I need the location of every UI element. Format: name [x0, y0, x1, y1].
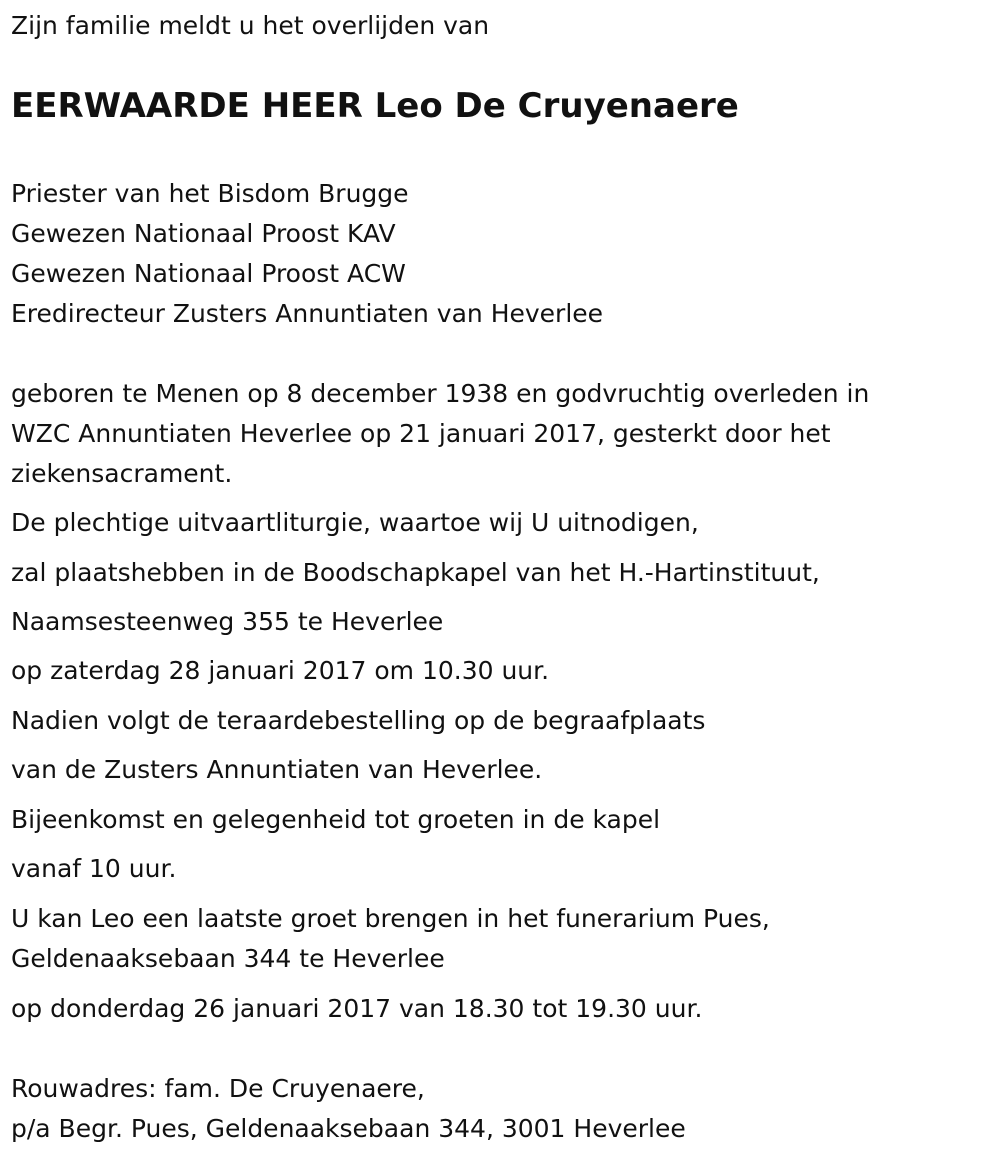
address-line: p/a Begr. Pues, Geldenaaksebaan 344, 3001 Heverlee: [11, 1114, 686, 1143]
visitation-line: U kan Leo een laatste groet brengen in het funerarium Pues,: [11, 904, 770, 933]
funeral-line: zal plaatshebben in de Boodschapkapel van het H.-Hartinstituut,: [11, 558, 820, 587]
funeral-line: Nadien volgt de teraardebestelling op de begraafplaats: [11, 706, 706, 735]
address-line: Rouwadres: fam. De Cruyenaere,: [11, 1074, 425, 1103]
funeral-line: van de Zusters Annuntiaten van Heverlee.: [11, 755, 543, 784]
funeral-line: De plechtige uitvaartliturgie, waartoe wij U uitnodigen,: [11, 508, 699, 537]
funeral-line: Naamsesteenweg 355 te Heverlee: [11, 607, 444, 636]
deceased-name: EERWAARDE HEER Leo De Cruyenaere: [11, 86, 739, 126]
birth-death-line: geboren te Menen op 8 december 1938 en godvruchtig overleden in: [11, 379, 870, 408]
funeral-line: vanaf 10 uur.: [11, 854, 177, 883]
title-line: Gewezen Nationaal Proost ACW: [11, 259, 406, 288]
visitation-line: op donderdag 26 januari 2017 van 18.30 tot 19.30 uur.: [11, 994, 703, 1023]
birth-death-line: ziekensacrament.: [11, 459, 233, 488]
title-line: Eredirecteur Zusters Annuntiaten van Heverlee: [11, 299, 604, 328]
funeral-line: Bijeenkomst en gelegenheid tot groeten in de kapel: [11, 805, 661, 834]
title-line: Gewezen Nationaal Proost KAV: [11, 219, 396, 248]
birth-death-line: WZC Annuntiaten Heverlee op 21 januari 2017, gesterkt door het: [11, 419, 831, 448]
visitation-line: Geldenaaksebaan 344 te Heverlee: [11, 944, 445, 973]
intro-text: Zijn familie meldt u het overlijden van: [11, 11, 490, 40]
funeral-line: op zaterdag 28 januari 2017 om 10.30 uur.: [11, 656, 550, 685]
title-line: Priester van het Bisdom Brugge: [11, 179, 409, 208]
